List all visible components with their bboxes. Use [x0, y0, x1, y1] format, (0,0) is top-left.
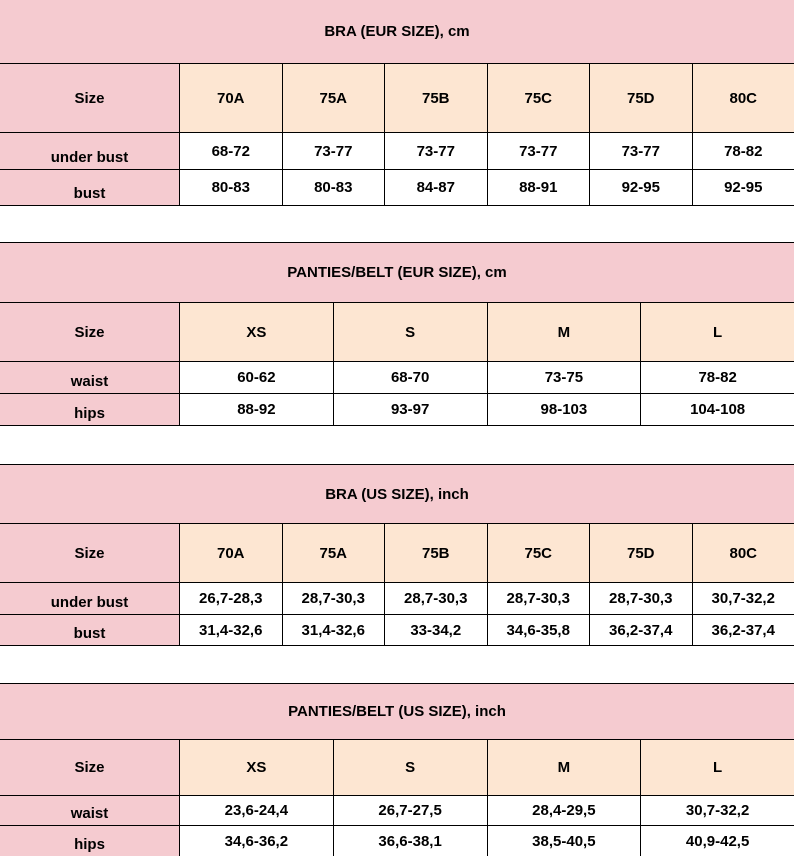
table-title: BRA (EUR SIZE), cm	[0, 0, 794, 64]
value-cell: 30,7-32,2	[641, 796, 794, 825]
value-cell: 88-91	[488, 170, 591, 205]
value-cell: 73-77	[385, 133, 488, 169]
value-cell: 73-75	[488, 362, 642, 393]
table-title: PANTIES/BELT (US SIZE), inch	[0, 684, 794, 740]
value-cell: 80-83	[180, 170, 283, 205]
size-cell: 75D	[590, 64, 693, 132]
value-cell: 31,4-32,6	[283, 615, 386, 645]
size-cell: 80C	[693, 524, 794, 582]
value-cell: 28,7-30,3	[488, 583, 591, 614]
size-cell: M	[488, 740, 642, 795]
value-cell: 30,7-32,2	[693, 583, 794, 614]
size-cell: 75A	[283, 524, 386, 582]
value-cell: 28,7-30,3	[283, 583, 386, 614]
value-cell: 36,2-37,4	[693, 615, 794, 645]
size-label: Size	[0, 64, 180, 132]
value-cell: 88-92	[180, 394, 334, 425]
value-cell: 80-83	[283, 170, 386, 205]
size-cell: 70A	[180, 64, 283, 132]
row-label: hips	[0, 394, 180, 425]
size-header-row	[0, 303, 794, 362]
size-cell: M	[488, 303, 642, 361]
size-label: Size	[0, 303, 180, 361]
size-header-row	[0, 524, 794, 583]
value-cell: 98-103	[488, 394, 642, 425]
value-cell: 36,2-37,4	[590, 615, 693, 645]
size-cell: S	[334, 303, 488, 361]
size-cell: 75C	[488, 524, 591, 582]
value-cell: 40,9-42,5	[641, 826, 794, 856]
value-cell: 78-82	[693, 133, 794, 169]
size-label: Size	[0, 740, 180, 795]
table-row	[0, 583, 794, 615]
size-cell: 80C	[693, 64, 794, 132]
value-cell: 23,6-24,4	[180, 796, 334, 825]
table-title: BRA (US SIZE), inch	[0, 465, 794, 524]
value-cell: 104-108	[641, 394, 794, 425]
value-cell: 73-77	[283, 133, 386, 169]
value-cell: 73-77	[590, 133, 693, 169]
size-cell: XS	[180, 740, 334, 795]
value-cell: 26,7-27,5	[334, 796, 488, 825]
table-row	[0, 796, 794, 826]
value-cell: 93-97	[334, 394, 488, 425]
row-label: hips	[0, 826, 180, 856]
value-cell: 78-82	[641, 362, 794, 393]
row-label: bust	[0, 615, 180, 645]
row-label: bust	[0, 170, 180, 205]
value-cell: 34,6-35,8	[488, 615, 591, 645]
row-label: waist	[0, 796, 180, 825]
row-label: under bust	[0, 133, 180, 169]
value-cell: 31,4-32,6	[180, 615, 283, 645]
value-cell: 26,7-28,3	[180, 583, 283, 614]
size-cell: S	[334, 740, 488, 795]
size-cell: 75D	[590, 524, 693, 582]
size-cell: 75B	[385, 64, 488, 132]
size-cell: L	[641, 740, 794, 795]
table-title: PANTIES/BELT (EUR SIZE), cm	[0, 243, 794, 303]
table-row	[0, 615, 794, 646]
value-cell: 84-87	[385, 170, 488, 205]
size-cell: 70A	[180, 524, 283, 582]
size-cell: L	[641, 303, 794, 361]
table-row	[0, 133, 794, 170]
value-cell: 38,5-40,5	[488, 826, 642, 856]
size-header-row	[0, 64, 794, 133]
value-cell: 33-34,2	[385, 615, 488, 645]
size-cell: XS	[180, 303, 334, 361]
value-cell: 36,6-38,1	[334, 826, 488, 856]
value-cell: 28,7-30,3	[590, 583, 693, 614]
table-row	[0, 826, 794, 856]
value-cell: 68-70	[334, 362, 488, 393]
size-label: Size	[0, 524, 180, 582]
value-cell: 28,4-29,5	[488, 796, 642, 825]
size-cell: 75B	[385, 524, 488, 582]
row-label: under bust	[0, 583, 180, 614]
size-cell: 75A	[283, 64, 386, 132]
value-cell: 73-77	[488, 133, 591, 169]
value-cell: 28,7-30,3	[385, 583, 488, 614]
value-cell: 34,6-36,2	[180, 826, 334, 856]
row-label: waist	[0, 362, 180, 393]
value-cell: 68-72	[180, 133, 283, 169]
table-row	[0, 170, 794, 206]
table-row	[0, 394, 794, 426]
size-header-row	[0, 740, 794, 796]
value-cell: 92-95	[590, 170, 693, 205]
size-cell: 75C	[488, 64, 591, 132]
table-row	[0, 362, 794, 394]
value-cell: 92-95	[693, 170, 794, 205]
value-cell: 60-62	[180, 362, 334, 393]
